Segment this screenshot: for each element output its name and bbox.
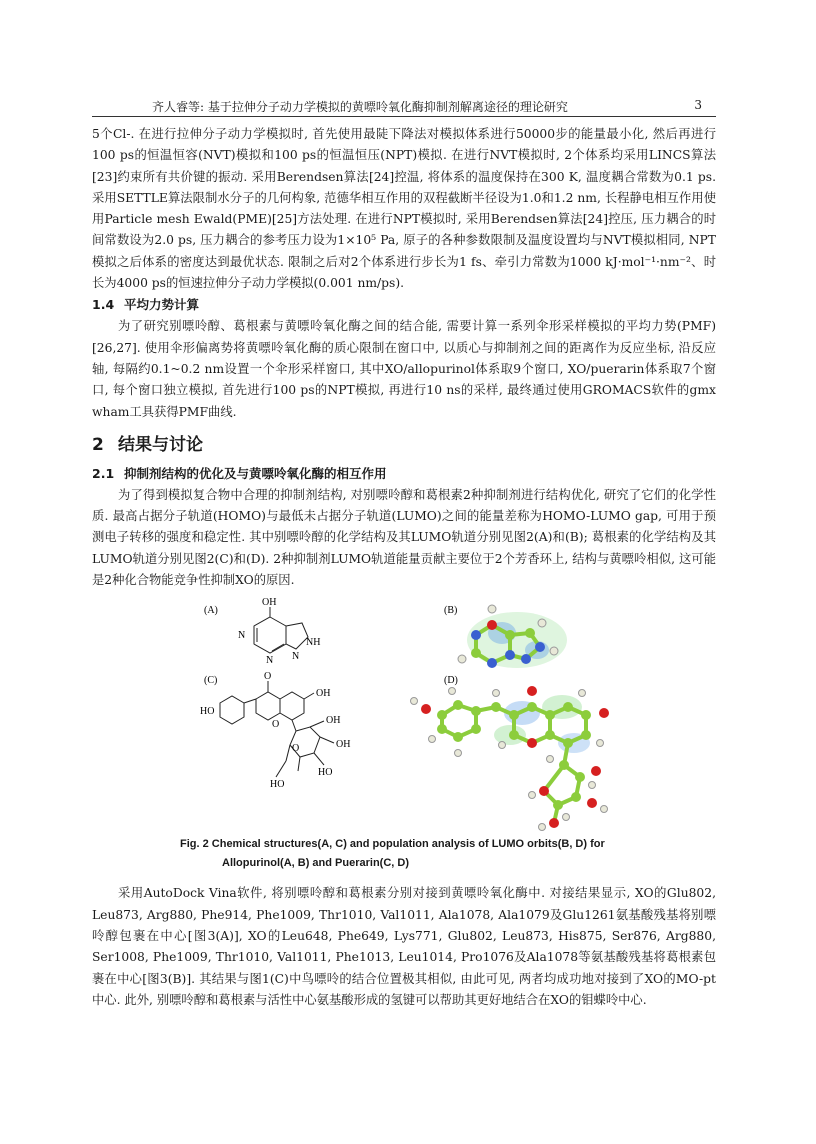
paragraph-pmf: 为了研究别嘌呤醇、葛根素与黄嘌呤氧化酶之间的结合能, 需要计算一系列伞形采样模拟的平均力势(PMF)[26,27]. 使用伞形偏离势将黄嘌呤氧化酶的质心限制在窗口中, 以质心与抑制剂之间的距离作为反应坐标, 沿反应轴, 每隔约0.1~0.2 nm设置一个伞形采样窗口, 其中XO/allopurinol体系取9个窗口, XO/puerarin体系取7个窗口, 每个窗口独立模拟, 首先进行100 ps的NPT模拟, 再进行10 ns的采样, 最终通过使用GROMACS软件的gmx wham工具获得PMF曲线.: [92, 319, 716, 419]
caption-line-2: Allopurinol(A, B) and Puerarin(C, D): [222, 857, 409, 870]
atom-label-a-3: N: [292, 651, 300, 663]
allopurinol-structure: [254, 607, 308, 653]
atom-label-a-4: NH: [306, 637, 321, 649]
atom-label-c-2: O: [272, 719, 280, 731]
panel-label-c: (C): [204, 675, 218, 687]
article-body: [92, 124, 716, 1011]
panel-label-a: (A): [204, 605, 218, 617]
atom-label-a-0: OH: [262, 597, 277, 609]
running-title: 齐人睿等: 基于拉伸分子动力学模拟的黄嘌呤氧化酶抑制剂解离途径的理论研究: [152, 100, 568, 114]
figure-2-caption: [180, 835, 716, 873]
section-2-heading: 2 结果与讨论: [92, 434, 203, 455]
figure-2: [92, 595, 716, 835]
section-2-1-heading: 2.1 抑制剂结构的优化及与黄嘌呤氧化酶的相互作用: [92, 465, 387, 481]
page-number: 3: [694, 98, 702, 112]
atom-label-a-2: N: [266, 655, 274, 667]
caption-line-1: Fig. 2 Chemical structures(A, C) and population analysis of LUMO orbits(B, D) for: [180, 838, 605, 851]
atom-label-c-0: HO: [200, 706, 215, 718]
puerarin-lumo: [411, 686, 610, 831]
running-header: [92, 96, 716, 117]
atom-label-a-1: N: [238, 630, 246, 642]
atom-label-c-4: OH: [326, 715, 341, 727]
allopurinol-lumo: [458, 605, 567, 668]
section-1-4-heading: 1.4 平均力势计算: [92, 297, 200, 313]
panel-label-d: (D): [444, 675, 458, 687]
atom-label-c-3: OH: [316, 688, 331, 700]
paragraph-structure-optimization: 为了得到模拟复合物中合理的抑制剂结构, 对别嘌呤醇和葛根素2种抑制剂进行结构优化, 研究了它们的化学性质. 最高占据分子轨道(HOMO)与最低未占据分子轨道(LUMO)之间的能量差称为HOMO-LUMO gap, 可用于预测电子转移的强度和稳定性. 其中别嘌呤醇的化学结构及其LUMO轨道分别见图2(A)和(B); 葛根素的化学结构及其LUMO轨道分别见图2(C)和(D). 2种抑制剂LUMO轨道能量贡献主要位于2个芳香环上, 结构与黄嘌呤相似, 这可能是2种化合物能竞争性抑制XO的原因.: [92, 487, 716, 588]
atom-label-c-1: O: [264, 671, 272, 683]
paragraph-docking: 采用AutoDock Vina软件, 将别嘌呤醇和葛根素分别对接到黄嘌呤氧化酶中. 对接结果显示, XO的Glu802, Leu873, Arg880, Phe914, Phe1009, Thr1010, Val1011, Ala1078, Ala1079及Glu1261氨基酸残基将别嘌呤醇包裹在中心[图3(A)], XO的Leu648, Phe649, Lys771, Glu802, Leu873, His875, Ser876, Arg880, Ser1008, Phe1009, Thr1010, Val1011, Phe1013, Leu1014, Pro1076及Ala1078等氨基酸残基将葛根素包裹在中心[图3(B)]. 其结果与图1(C)中鸟嘌呤的结合位置极其相似, 由此可见, 两者均成功地对接到了XO的MO-pt中心. 此外, 别嘌呤醇和葛根素与活性中心氨基酸形成的氢键可以帮助其更好地结合在XO的钼蝶呤中心.: [92, 886, 716, 1007]
paragraph-md-settings: 5个Cl-. 在进行拉伸分子动力学模拟时, 首先使用最陡下降法对模拟体系进行50000步的能量最小化, 然后再进行100 ps的恒温恒容(NVT)模拟和100 ps的恒温恒压(NPT)模拟. 在进行NVT模拟时, 2个体系均采用LINCS算法[23]约束所有共价键的振动. 采用Berendsen算法[24]控温, 将体系的温度保持在300 K, 温度耦合常数为0.1 ps. 采用SETTLE算法限制水分子的几何构象, 范德华相互作用的双程截断半径设为1.0和1.2 nm, 长程静电相互作用使用Particle mesh Ewald(PME)[25]方法处理. 在进行NPT模拟时, 采用Berendsen算法[24]控压, 压力耦合的时间常数设为2.0 ps, 压力耦合的参考压力设为1×10⁵ Pa, 原子的各种参数限制及温度设置均与NVT模拟相同, NPT模拟之后体系的密度达到最优状态. 限制之后对2个体系进行步长为1 fs、牵引力常数为1000 kJ·mol⁻¹·nm⁻²、时长为4000 ps的恒速拉伸分子动力学模拟(0.001 nm/ps).: [92, 127, 716, 291]
atom-label-c-7: HO: [270, 779, 285, 791]
figure-2-drawing: [92, 595, 716, 835]
panel-label-b: (B): [444, 605, 458, 617]
atom-label-c-8: O: [292, 743, 300, 755]
atom-label-c-5: OH: [336, 739, 351, 751]
atom-label-c-6: HO: [318, 767, 333, 779]
